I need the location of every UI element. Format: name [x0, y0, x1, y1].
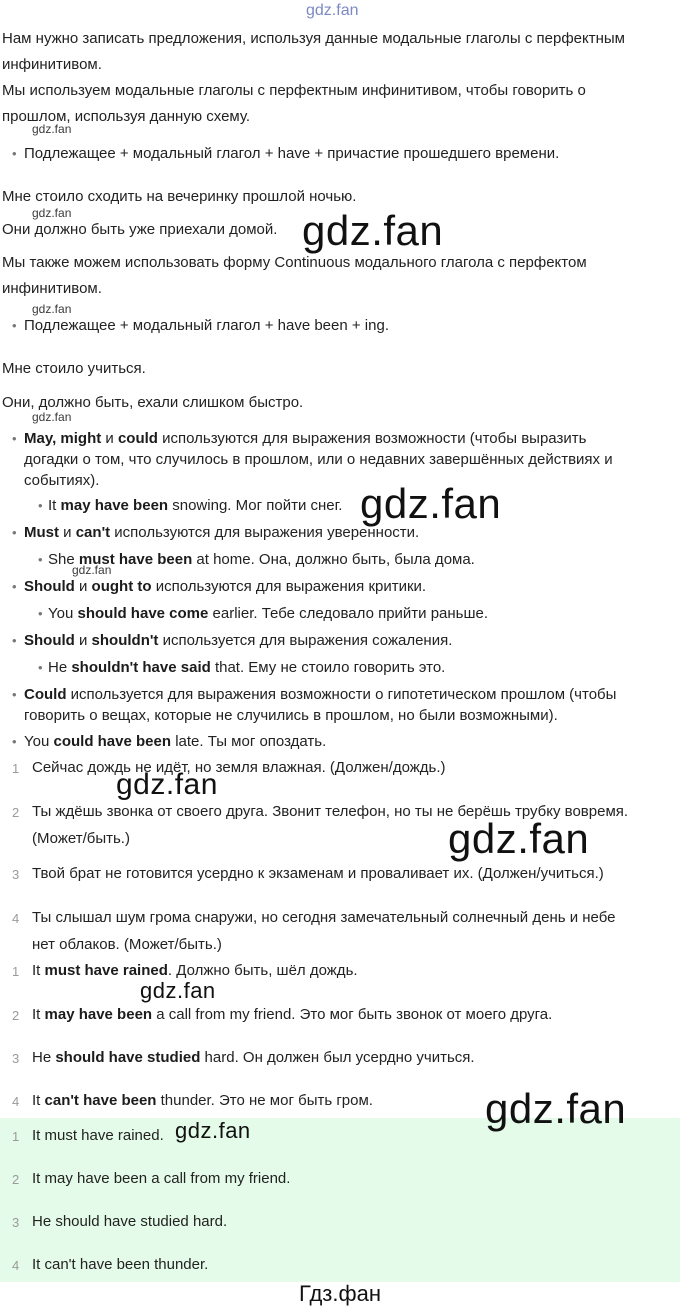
task-text: нет облаков. (Может/быть.) [32, 936, 222, 953]
scheme-1: Подлежащее + модальный глагол + have + причастие прошедшего времени. [24, 145, 560, 162]
final-text: It may have been a call from my friend. [32, 1170, 291, 1187]
bullet-icon: • [12, 579, 17, 594]
answer-number: 2 [12, 1008, 20, 1023]
watermark: gdz.fan [32, 122, 72, 136]
watermark: gdz.fan [72, 563, 112, 577]
intro-line: Нам нужно записать предложения, используя данные модальные глаголы с перфектным [2, 30, 625, 47]
watermark-large: gdz.fan [116, 768, 218, 801]
answer-number: 4 [12, 1094, 20, 1109]
bullet-icon: • [12, 146, 17, 161]
answer-number: 1 [12, 964, 20, 979]
intro-line: инфинитивом. [2, 56, 102, 73]
rule-may-line: событиях). [24, 472, 100, 489]
bullet-icon: • [12, 318, 17, 333]
example-sentence: Они, должно быть, ехали слишком быстро. [2, 394, 304, 411]
continuous-intro: Мы также можем использовать форму Continuous модального глагола с перфектом [2, 254, 587, 271]
rule-must-example: She must have been at home. Она, должно быть, была дома. [48, 551, 475, 568]
answer-text: It must have rained. Должно быть, шёл дождь. [32, 962, 358, 979]
rule-shouldnt-example: He shouldn't have said that. Ему не стоило говорить это. [48, 659, 446, 676]
bullet-icon: • [12, 431, 17, 446]
bullet-icon: • [38, 606, 43, 621]
rule-could: Could используется для выражения возможности о гипотетическом прошлом (чтобы [24, 686, 617, 703]
rule-may: May, might и could используются для выражения возможности (чтобы выразить [24, 430, 587, 447]
watermark-large: gdz.fan [485, 1085, 627, 1132]
bullet-icon: • [38, 552, 43, 567]
rule-may-line: догадки о том, что случилось в прошлом, или о недавних завершённых действиях и [24, 451, 613, 468]
example-sentence: Мне стоило сходить на вечеринку прошлой ночью. [2, 188, 357, 205]
rule-could-example: You could have been late. Ты мог опоздать. [24, 733, 327, 750]
task-text: (Может/быть.) [32, 830, 130, 847]
task-number: 4 [12, 911, 20, 926]
task-number: 1 [12, 761, 20, 776]
scheme-2: Подлежащее + модальный глагол + have been + ing. [24, 317, 389, 334]
final-number: 4 [12, 1258, 20, 1273]
watermark-large: gdz.fan [448, 815, 590, 862]
bullet-icon: • [38, 498, 43, 513]
intro-line: прошлом, используя данную схему. [2, 108, 251, 125]
task-text: Ты ждёшь звонка от своего друга. Звонит телефон, но ты не берёшь трубку вовремя. [32, 803, 629, 820]
answer-text: It may have been a call from my friend. Это мог быть звонок от моего друга. [32, 1006, 553, 1023]
watermark: gdz.fan [32, 302, 72, 316]
rule-should: Should и ought to используются для выражения критики. [24, 578, 427, 595]
bullet-icon: • [12, 734, 17, 749]
rule-shouldnt: Should и shouldn't используется для выражения сожаления. [24, 632, 453, 649]
bullet-icon: • [12, 687, 17, 702]
task-number: 3 [12, 867, 20, 882]
bullet-icon: • [12, 633, 17, 648]
footer-brand: Гдз.фан [299, 1281, 381, 1306]
top-logo: gdz.fan [306, 2, 359, 19]
continuous-intro: инфинитивом. [2, 280, 102, 297]
answer-text: It can't have been thunder. Это не мог быть гром. [32, 1092, 373, 1109]
intro-line: Мы используем модальные глаголы с перфектным инфинитивом, чтобы говорить о [2, 82, 586, 99]
watermark: gdz.fan [32, 410, 72, 424]
example-sentence: Они должно быть уже приехали домой. [2, 221, 278, 238]
task-number: 2 [12, 805, 20, 820]
task-text: Ты слышал шум грома снаружи, но сегодня замечательный солнечный день и небе [32, 909, 616, 926]
rule-should-example: You should have come earlier. Тебе следовало прийти раньше. [48, 605, 489, 622]
watermark-large: gdz.fan [140, 978, 216, 1003]
rule-may-example: It may have been snowing. Мог пойти снег. [48, 497, 343, 514]
watermark-large: gdz.fan [175, 1118, 251, 1143]
watermark-large: gdz.fan [302, 207, 444, 254]
answer-text: He should have studied hard. Он должен был усердно учиться. [32, 1049, 475, 1066]
final-number: 2 [12, 1172, 20, 1187]
task-text: Твой брат не готовится усердно к экзаменам и проваливает их. (Должен/учиться.) [32, 865, 604, 882]
bullet-icon: • [12, 525, 17, 540]
final-number: 3 [12, 1215, 20, 1230]
final-text: It can't have been thunder. [32, 1256, 209, 1273]
watermark-large: gdz.fan [360, 480, 502, 527]
task-text: Сейчас дождь не идёт, но земля влажная. (Должен/дождь.) [32, 759, 446, 776]
rule-must: Must и can't используются для выражения уверенности. [24, 524, 420, 541]
final-text: He should have studied hard. [32, 1213, 228, 1230]
rule-could-line: говорить о вещах, которые не случились в прошлом, но были возможными). [24, 707, 558, 724]
final-number: 1 [12, 1129, 20, 1144]
example-sentence: Мне стоило учиться. [2, 360, 146, 377]
answer-number: 3 [12, 1051, 20, 1066]
watermark: gdz.fan [32, 206, 72, 220]
final-text: It must have rained. [32, 1127, 164, 1144]
bullet-icon: • [38, 660, 43, 675]
